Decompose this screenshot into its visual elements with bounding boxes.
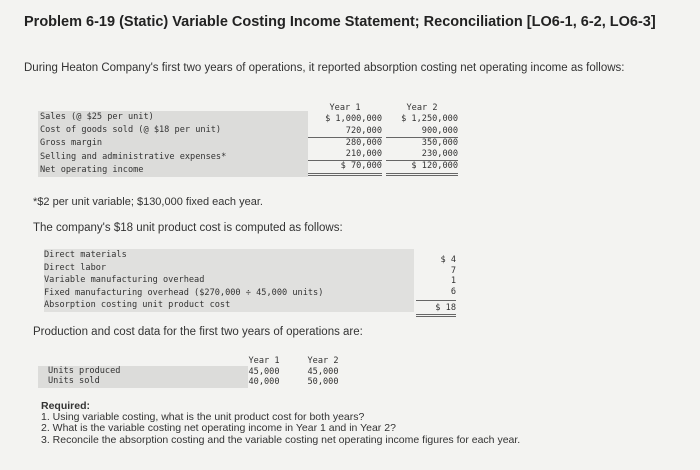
problem-title: Problem 6-19 (Static) Variable Costing Income Statement; Reconciliation [LO6-1, 6-2, LO6-3]	[24, 14, 656, 30]
unit-cost-values	[416, 255, 456, 317]
production-year2-column	[300, 356, 346, 388]
required-item: 3. Reconcile the absorption costing and the variable costing net operating income figures for each year.	[41, 433, 521, 446]
is-row-label: Gross margin	[40, 138, 103, 149]
uc-value: 7	[450, 265, 456, 276]
is-value: $ 70,000	[308, 161, 382, 175]
uc-value: 1	[450, 276, 456, 287]
required-section	[41, 401, 520, 446]
prod-row-label: Units sold	[48, 376, 100, 386]
prod-value: 40,000	[248, 377, 280, 387]
income-statement-year1-column	[308, 103, 382, 176]
is-value: $ 1,000,000	[325, 114, 382, 125]
production-intro: Production and cost data for the first two years of operations are:	[33, 326, 363, 338]
uc-row-label: Fixed manufacturing overhead ($270,000 ÷ 45,000 units)	[44, 287, 324, 298]
unit-cost-intro: The company's $18 unit product cost is computed as follows:	[33, 222, 343, 234]
prod-value: 45,000	[248, 366, 280, 377]
is-row-label: Sales (@ $25 per unit)	[40, 112, 154, 122]
uc-row-label: Absorption costing unit product cost	[44, 300, 231, 311]
is-value: 230,000	[386, 149, 458, 161]
footnote: *$2 per unit variable; $130,000 fixed each year.	[33, 196, 263, 208]
is-value: 280,000	[345, 137, 382, 148]
year1-header: Year 1	[248, 356, 280, 366]
income-statement-year2-column	[386, 103, 458, 176]
is-value: 720,000	[308, 126, 382, 138]
income-statement-labels	[38, 111, 308, 177]
prod-value: 45,000	[307, 366, 339, 377]
year1-header: Year 1	[329, 103, 361, 113]
required-heading: Required:	[41, 400, 91, 412]
intro-text: During Heaton Company's first two years of operations, it reported absorption costing net operating income as follows:	[24, 62, 625, 74]
required-item: 2. What is the variable costing net operating income in Year 1 and in Year 2?	[41, 422, 396, 435]
uc-row-label: Direct labor	[44, 262, 107, 273]
year2-header: Year 2	[406, 103, 438, 113]
uc-value: $ 4	[440, 255, 456, 265]
is-value: 350,000	[421, 137, 458, 148]
is-value: $ 1,250,000	[401, 114, 458, 125]
prod-value: 50,000	[307, 377, 339, 387]
uc-value: 6	[416, 287, 456, 301]
is-row-label: Selling and administrative expenses*	[40, 151, 227, 162]
required-item: 1. Using variable costing, what is the unit product cost for both years?	[41, 411, 365, 424]
uc-row-label: Variable manufacturing overhead	[44, 275, 205, 286]
is-value: 900,000	[386, 126, 458, 138]
uc-row-label: Direct materials	[44, 250, 127, 260]
year2-header: Year 2	[307, 356, 339, 366]
prod-row-label: Units produced	[48, 366, 121, 376]
unit-cost-labels	[44, 249, 414, 312]
is-row-label: Net operating income	[40, 164, 144, 175]
is-row-label: Cost of goods sold (@ $18 per unit)	[40, 125, 222, 136]
production-labels	[38, 366, 248, 388]
production-year1-column	[242, 356, 286, 388]
uc-total: $ 18	[416, 301, 456, 317]
is-value: $ 120,000	[386, 161, 458, 175]
is-value: 210,000	[308, 149, 382, 161]
